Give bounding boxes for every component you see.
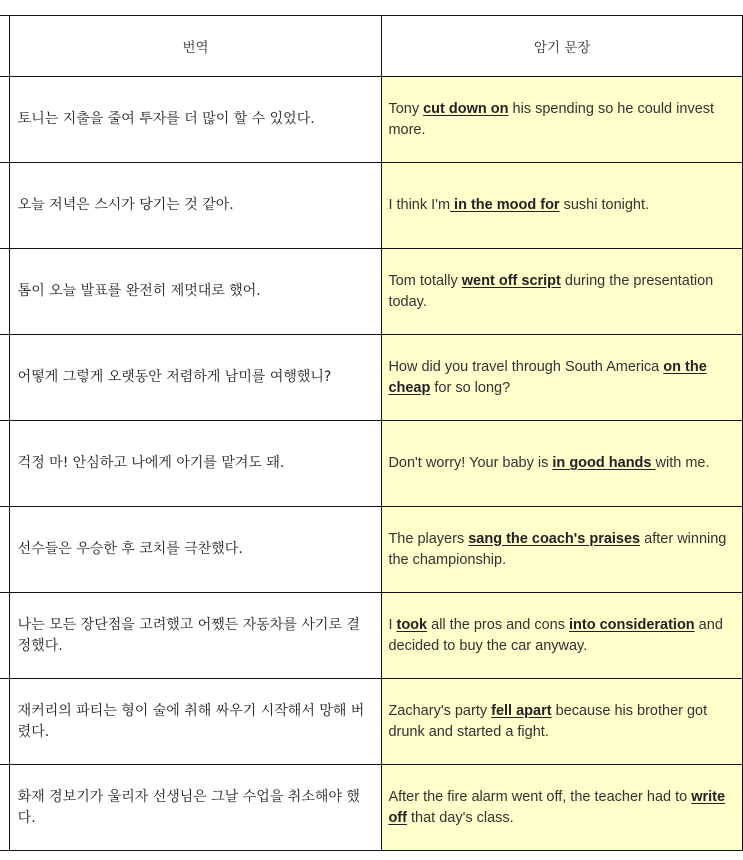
sentence-text: Tom totally (388, 272, 462, 289)
sentence-text: The players (388, 530, 469, 547)
translation-cell: 나는 모든 장단점을 고려했고 어쨌든 자동차를 사기로 결정했다. (9, 593, 382, 679)
sentence-text: How did you travel through South America (388, 358, 664, 375)
translation-cell: 재커리의 파티는 형이 술에 취해 싸우기 시작해서 망해 버렸다. (9, 679, 382, 765)
translation-cell: 선수들은 우승한 후 코치를 극찬했다. (9, 507, 382, 593)
table-row (0, 765, 743, 851)
sentence-text: Don't worry! Your baby is (388, 455, 553, 471)
sentence-text: After the fire alarm went off, the teacher had to (388, 788, 692, 805)
sentence-cell (382, 163, 743, 249)
left-edge-cell (0, 765, 9, 851)
sentence-cell (382, 77, 743, 163)
translation-cell: 걱정 마! 안심하고 나에게 아기를 맡겨도 돼. (9, 421, 382, 507)
sentence-text: Zachary's party (388, 702, 492, 719)
table-row (0, 679, 743, 765)
sentence-text: for so long? (430, 379, 511, 396)
key-phrase: in good hands (552, 455, 656, 471)
header-translation: 번역 (9, 16, 382, 77)
sentence-text: sushi tonight. (559, 197, 650, 213)
key-phrase: on the cheap (388, 358, 707, 396)
key-phrase: went off script (461, 272, 561, 289)
left-edge-cell (0, 16, 9, 77)
sentence-cell (382, 421, 743, 507)
key-phrase: into consideration (568, 616, 695, 633)
header-sentence: 암기 문장 (382, 16, 743, 77)
header-row (0, 16, 743, 77)
sentence-text: Tony (388, 100, 424, 117)
sentence-cell (382, 335, 743, 421)
sentence-text: and decided to buy the car anyway. (388, 616, 723, 654)
key-phrase: write off (388, 788, 726, 826)
key-phrase: fell apart (491, 702, 552, 719)
left-edge-cell (0, 249, 9, 335)
sentence-text: all the pros and cons (427, 616, 569, 633)
table-row (0, 421, 743, 507)
translation-cell: 톰이 오늘 발표를 완전히 제멋대로 했어. (9, 249, 382, 335)
table-row (0, 335, 743, 421)
table-row (0, 163, 743, 249)
sentence-cell (382, 507, 743, 593)
sentence-text: because his brother got drunk and started a fight. (388, 702, 708, 740)
translation-cell: 화재 경보기가 울리자 선생님은 그날 수업을 취소해야 했다. (9, 765, 382, 851)
sentence-text: I (388, 616, 397, 633)
key-phrase: cut down on (423, 100, 509, 117)
sentence-cell (382, 593, 743, 679)
left-edge-cell (0, 163, 9, 249)
table-row (0, 593, 743, 679)
sentence-text: during the presentation today. (388, 272, 714, 310)
sentence-text: that day's class. (406, 809, 514, 826)
sentence-cell (382, 765, 743, 851)
left-edge-cell (0, 421, 9, 507)
sentence-cell (382, 249, 743, 335)
sentence-cell (382, 679, 743, 765)
table-row (0, 77, 743, 163)
sentence-text: I think I'm (388, 197, 451, 213)
left-edge-cell (0, 77, 9, 163)
left-edge-cell (0, 679, 9, 765)
key-phrase: took (396, 616, 428, 633)
translation-cell: 어떻게 그렇게 오랫동안 저렴하게 남미를 여행했니? (9, 335, 382, 421)
table-row (0, 249, 743, 335)
left-edge-cell (0, 593, 9, 679)
left-edge-cell (0, 507, 9, 593)
next-row-edge (0, 852, 743, 860)
sentence-text: his spending so he could invest more. (388, 100, 715, 138)
phrase-table (0, 15, 743, 851)
translation-cell: 토니는 지출을 줄여 투자를 더 많이 할 수 있었다. (9, 77, 382, 163)
key-phrase: sang the coach's praises (468, 530, 641, 547)
translation-cell: 오늘 저녁은 스시가 당기는 것 같아. (9, 163, 382, 249)
sentence-text: with me. (655, 455, 710, 471)
key-phrase: in the mood for (450, 197, 560, 213)
left-edge-cell (0, 335, 9, 421)
table-row (0, 507, 743, 593)
sentence-text: after winning the championship. (388, 530, 727, 568)
